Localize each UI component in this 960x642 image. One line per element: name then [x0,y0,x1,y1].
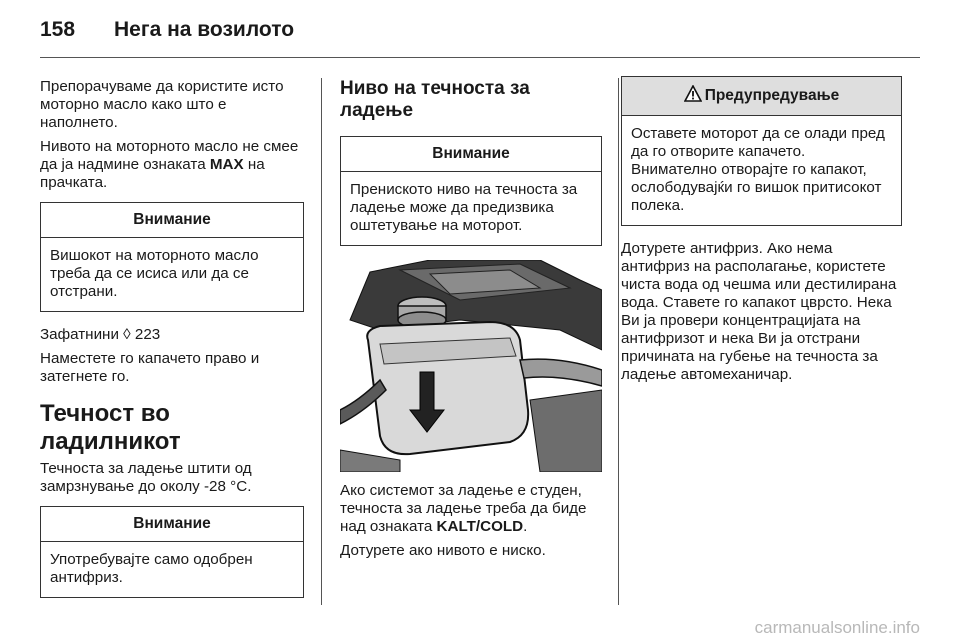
warning-title-text: Предупредување [704,87,840,104]
capacities-reference[interactable]: Зафатнини ◊ 223 [40,326,161,343]
notice-box-antifreeze [40,506,304,598]
paragraph-oil-recommend: Препорачуваме да користите исто моторно масло како што е наполнето. [40,78,284,131]
notice-title: Внимание [41,507,303,542]
notice-box-oil [40,202,304,312]
warning-box [621,76,902,226]
section-heading-coolant: Течност во ладилникот [40,400,181,455]
warning-title [622,77,901,116]
section-heading-coolant-level: Ниво на течноста за ладење [340,78,530,121]
paragraph-oil-max [40,138,304,192]
notice-title: Внимание [41,203,303,238]
watermark: carmanualsonline.info [754,618,920,637]
warning-triangle-icon [684,85,702,107]
warning-body: Оставете моторот да се олади пред да го отворите капачето. Внимателно отворајте го капакот, ослободувајќи го вишок притисокот полека. [631,125,885,214]
paragraph-antifreeze: Дотурете антифриз. Ако нема антифриз на располагање, користете чиста вода од чешма или дестилирана вода. Ставете го капакот цврсто. Нека Ви ја провери концентрацијата на антифризот и нека Ви ја отстрани причината на губење на течноста за ладење автомеханичар. [621,240,897,383]
text-part: Нивото на моторното масло не смее да ја надмине ознаката [40,138,299,173]
max-mark: MAX [209,156,244,173]
text-part: . [523,518,528,535]
kalt-cold-mark: KALT/COLD [436,518,524,535]
paragraph-cold-level [340,482,602,536]
column-divider [618,78,619,605]
paragraph-top-up: Дотурете ако нивото е ниско. [340,542,546,559]
coolant-reservoir-drawing [340,260,602,472]
notice-body: Употребувајте само одобрен антифриз. [50,551,253,586]
header-rule [40,57,920,58]
column-1 [40,78,304,612]
page-number: 158 [40,18,76,41]
notice-title: Внимание [341,137,601,172]
page-title: Нега на возилото [114,18,295,41]
page-header [40,18,294,42]
notice-body: Пренискoто ниво на течноста за ладење може да предизвика оштетување на моторот. [350,181,578,234]
column-divider [321,78,322,605]
text-part: Ако системот за ладење е студен, течноста за ладење треба да биде над ознаката [340,482,587,535]
coolant-reservoir-illustration [340,260,602,472]
text-part: на прачката. [40,156,265,191]
paragraph-cap: Наместете го капачето право и затегнете го. [40,350,260,385]
notice-box-coolant-level [340,136,602,246]
paragraph-coolant-protect: Течноста за ладење штити од замрзнување до околу -28 °C. [40,460,252,495]
notice-body: Вишокот на моторното масло треба да се исиса или да се отстрани. [50,247,259,300]
column-3 [621,76,902,390]
column-2 [340,78,602,566]
